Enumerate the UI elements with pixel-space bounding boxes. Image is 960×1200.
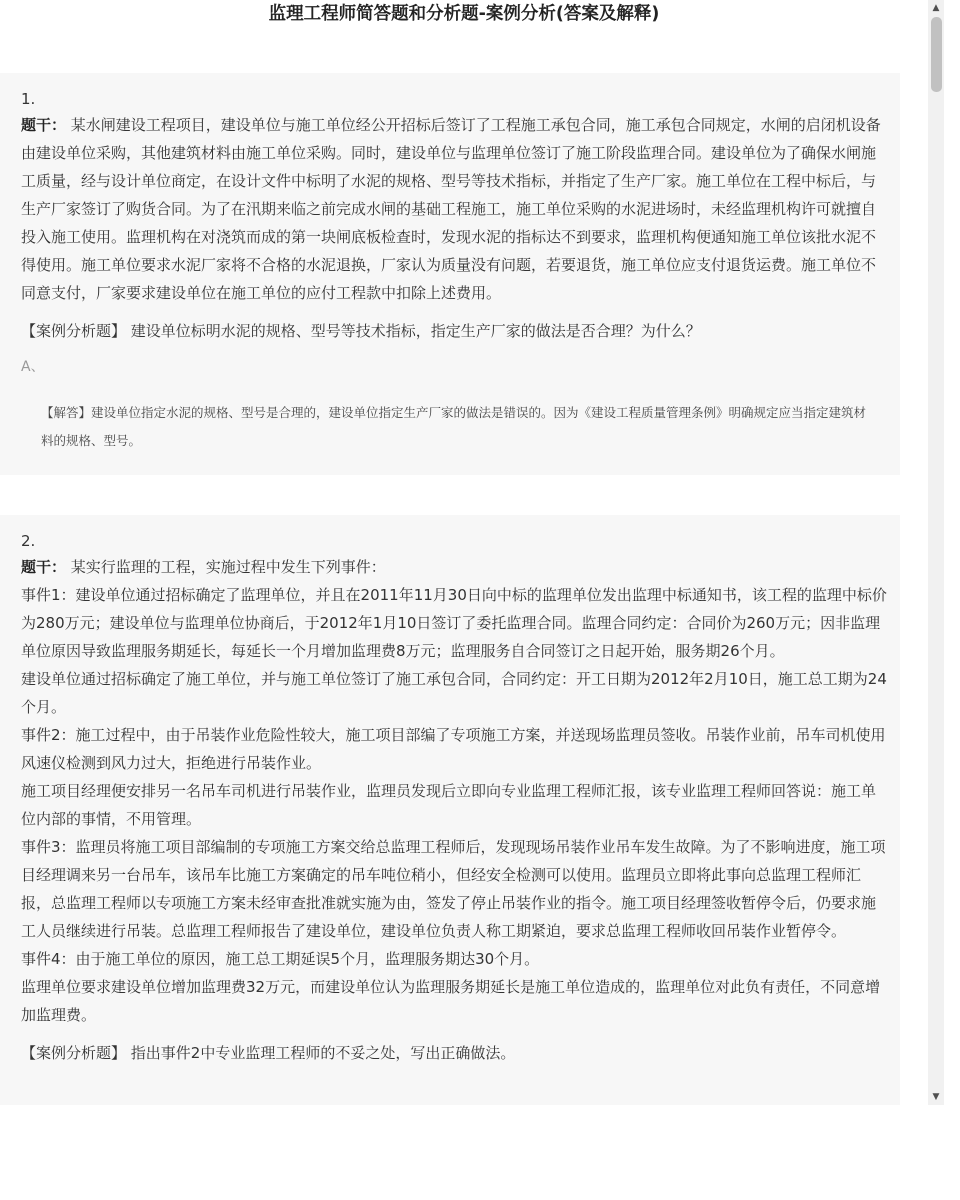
- stem-text: 某实行监理的工程，实施过程中发生下列事件：: [70, 558, 386, 576]
- question-number: 1.: [21, 90, 36, 108]
- scrollbar-thumb[interactable]: [931, 17, 942, 92]
- question-number: 2.: [21, 532, 36, 550]
- sub-question: 【案例分析题】 指出事件2中专业监理工程师的不妥之处，写出正确做法。: [21, 1044, 516, 1062]
- stem-text: 某水闸建设工程项目，建设单位与施工单位经公开招标后签订了工程施工承包合同，施工承包合同规定，水闸的启闭机设备由建设单位采购，其他建筑材料由施工单位采购。同时，建设单位与监理单位签订了施工阶段监理合同。建设单位为了确保水闸施工质量，经与设计单位商定，在设计文件中标明了水泥的规格、型号等技术指标，并指定了生产厂家。施工单位在工程中标后，与生产厂家签订了购货合同。为了在汛期来临之前完成水闸的基础工程施工，施工单位采购的水泥进场时，未经监理机构许可就擅自投入施工使用。监理机构在对浇筑而成的第一块闸底板检查时，发现水泥的指标达不到要求，监理机构便通知施工单位该批水泥不得使用。施工单位要求水泥厂家将不合格的水泥退换，厂家认为质量没有问题，若要退货，施工单位应支付退货运费。施工单位不同意支付，厂家要求建设单位在施工单位的应付工程款中扣除上述费用。: [21, 116, 881, 302]
- scroll-up-arrow-icon[interactable]: ▲: [932, 3, 940, 13]
- stem-paragraph: 施工项目经理便安排另一名吊车司机进行吊装作业，监理员发现后立即向专业监理工程师汇报，该专业监理工程师回答说：施工单位内部的事情，不用管理。: [21, 782, 877, 828]
- page-title: 监理工程师简答题和分析题-案例分析(答案及解释): [268, 4, 660, 24]
- stem-paragraph: 事件3：监理员将施工项目部编制的专项施工方案交给总监理工程师后，发现现场吊装作业吊车发生故障。为了不影响进度，施工项目经理调来另一台吊车，该吊车比施工方案确定的吊车吨位稍小，但经安全检测可以使用。监理员立即将此事向总监理工程师汇报，总监理工程师以专项施工方案未经审查批准就实施为由，签发了停止吊装作业的指令。施工项目经理签收暂停令后，仍要求施工人员继续进行吊装。总监理工程师报告了建设单位，建设单位负责人称工期紧迫，要求总监理工程师收回吊装作业暂停令。: [21, 838, 886, 940]
- answer-option[interactable]: A、: [21, 359, 45, 375]
- answer-explanation: 【解答】建设单位指定水泥的规格、型号是合理的，建设单位指定生产厂家的做法是错误的。因为《建设工程质量管理条例》明确规定应当指定建筑材料的规格、型号。: [41, 405, 867, 448]
- vertical-scrollbar[interactable]: [928, 0, 944, 1105]
- question-card-2: [0, 515, 900, 1105]
- scroll-down-arrow-icon[interactable]: ▼: [932, 1092, 940, 1102]
- content-area: [0, 30, 928, 1105]
- stem-label: 题干：: [21, 116, 67, 134]
- question-stem: [21, 553, 888, 581]
- stem-paragraph: 事件1：建设单位通过招标确定了监理单位，并且在2011年11月30日向中标的监理单位发出监理中标通知书，该工程的监理中标价为280万元；建设单位与监理单位协商后，于2012年1月10日签订了委托监理合同。监理合同约定：合同价为260万元；因非监理单位原因导致监理服务期延长，每延长一个月增加监理费8万元；监理服务自合同签订之日起开始，服务期26个月。: [21, 586, 887, 660]
- stem-label: 题干：: [21, 558, 67, 576]
- question-stem: [21, 111, 888, 307]
- question-card-1: [0, 73, 900, 475]
- stem-paragraph: 建设单位通过招标确定了施工单位，并与施工单位签订了施工承包合同，合同约定：开工日期为2012年2月10日，施工总工期为24个月。: [21, 670, 887, 716]
- stem-paragraph: 监理单位要求建设单位增加监理费32万元，而建设单位认为监理服务期延长是施工单位造成的，监理单位对此负有责任，不同意增加监理费。: [21, 978, 881, 1024]
- sub-question: 【案例分析题】 建设单位标明水泥的规格、型号等技术指标，指定生产厂家的做法是否合理？为什么？: [21, 322, 701, 340]
- stem-paragraph: 事件4：由于施工单位的原因，施工总工期延误5个月，监理服务期达30个月。: [21, 950, 540, 968]
- stem-paragraph: 事件2：施工过程中，由于吊装作业危险性较大，施工项目部编了专项施工方案，并送现场监理员签收。吊装作业前，吊车司机使用风速仪检测到风力过大，拒绝进行吊装作业。: [21, 726, 886, 772]
